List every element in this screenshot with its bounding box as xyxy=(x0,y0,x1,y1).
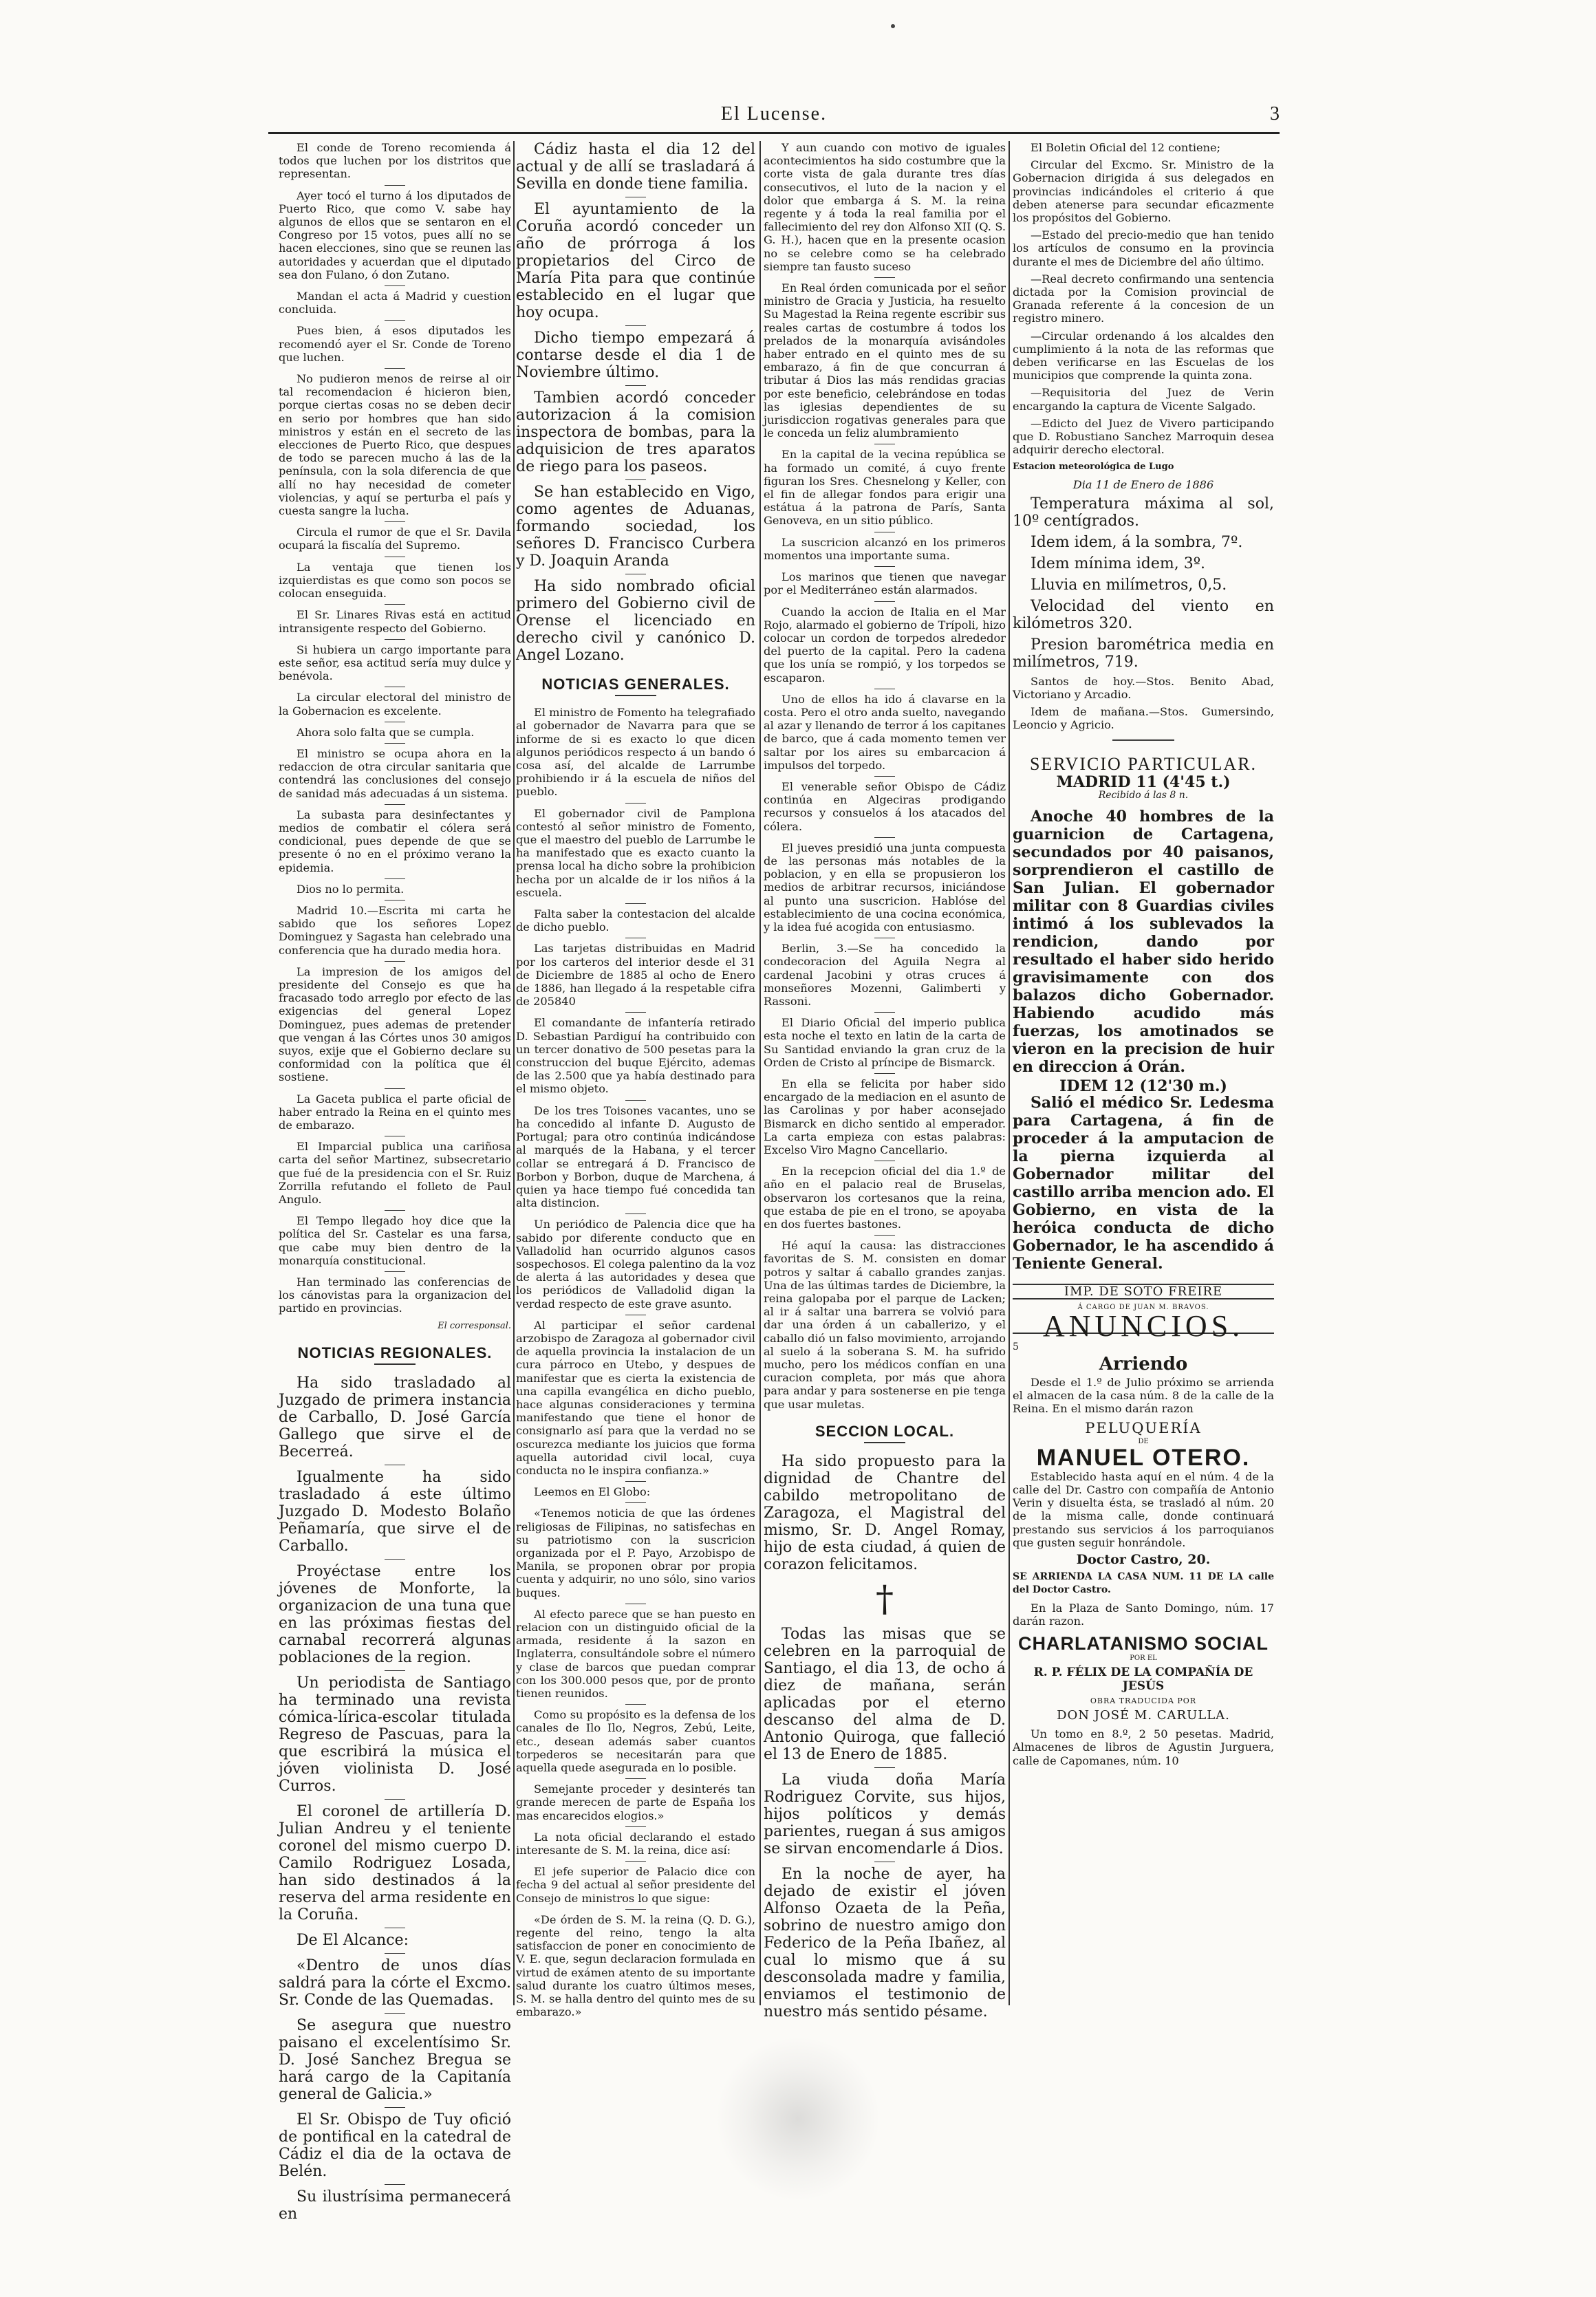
de-label: DE xyxy=(1138,1438,1149,1446)
divider xyxy=(385,1271,405,1272)
paragraph: Dicho tiempo empezará á contarse desde el dia 1 de Noviembre último. xyxy=(516,330,755,381)
arriendo-title: Arriendo xyxy=(1099,1354,1188,1375)
divider xyxy=(874,837,895,838)
divider xyxy=(874,1235,895,1236)
ad-number: 5 xyxy=(1013,1341,1019,1353)
translator-label: DON JOSÉ M. CARULLA. xyxy=(1057,1707,1230,1723)
divider xyxy=(385,1670,405,1671)
paragraph: El Tempo llegado hoy dice que la política del Sr. Castelar es una farsa, que cabe muy bien dentro de la monarquía constitucional. xyxy=(279,1214,511,1267)
obra-label: OBRA TRADUCIDA POR xyxy=(1090,1696,1197,1705)
divider xyxy=(385,2107,405,2108)
divider xyxy=(385,878,405,879)
paragraph: En ella se felicita por haber sido encargado de la mediacion en el asunto de las Carolinas y por haber aconsejado Bismarck en dicho sentido al emperador. La carta empieza con estas palabras: Excelso Viro Magno Cancellario. xyxy=(764,1077,1006,1157)
paragraph: Temperatura máxima al sol, 10º centígrados. xyxy=(1013,495,1274,530)
received-time: Recibido á las 8 n. xyxy=(1098,790,1189,801)
paragraph: La subasta para desinfectantes y medios de combatir el cólera será condicional, pues depende de que se presente ó no en el próximo verano la epidemia. xyxy=(279,808,511,874)
paragraph: Se asegura que nuestro paisano el excelentísimo Sr. D. José Sanchez Bregua se hará cargo de la Capitanía general de Galicia.» xyxy=(279,2017,511,2104)
station-title: Estacion meteorológica de Lugo xyxy=(1013,462,1174,473)
paragraph: Dios no lo permita. xyxy=(296,882,405,896)
cross-icon: † xyxy=(876,1579,894,1621)
se-arrienda-text: En la Plaza de Santo Domingo, núm. 17 darán razon. xyxy=(1013,1601,1274,1628)
telegram-1: Anoche 40 hombres de la guarnicion de Cartagena, secundados por 40 paisanos, sorprendieron el castillo de San Julian. El gobernador militar con 8 Guardias civiles intimó á los sublevados la rendicion, dando por resultado el haber sido herido gravisimamente con dos balazos dicho Gobernador. Habiendo acudido más fuerzas, los amotinados se vieron en la precision de huir en direccion á Orán. xyxy=(1013,808,1274,1077)
paragraph: Los marinos que tienen que navegar por el Mediterráneo están alarmados. xyxy=(764,570,1006,597)
doctor-address: Doctor Castro, 20. xyxy=(1076,1551,1211,1567)
paragraph: Semejante proceder y desinterés tan grande merecen de parte de España los mas encarecidos elogios.» xyxy=(516,1782,755,1822)
servicio-title: SERVICIO PARTICULAR. xyxy=(1029,753,1258,774)
paragraph: El coronel de artillería D. Julian Andreu y el teniente coronel del mismo cuerpo D. Camilo Rodriguez Losada, han sido destinados á la reserva del arma residente en la Coruña. xyxy=(279,1803,511,1924)
divider xyxy=(874,1073,895,1074)
paragraph: Circula el rumor de que el Sr. Davila ocupará la fiscalía del Supremo. xyxy=(279,526,511,552)
column-rule xyxy=(1009,141,1010,2005)
paragraph: Velocidad del viento en kilómetros 320. xyxy=(1013,597,1274,632)
paragraph: Madrid 10.—Escrita mi carta he sabido que los señores Lopez Dominguez y Sagasta han celebrado una conferencia que ha durado media hora. xyxy=(279,903,511,957)
paragraph: —Real decreto confirmando una sentencia dictada por la Comision provincial de Granada referente á la concesion de un registro minero. xyxy=(1013,272,1274,325)
divider xyxy=(385,604,405,605)
paragraph: Al efecto parece que se han puesto en relacion con un distinguido oficial de la armada, residente á la sazon en Inglaterra, consultándole sobre el número y clase de barcos que puedan comprar con los 300.000 pesos que, por de pronto tienen reunidos. xyxy=(516,1607,755,1701)
author-label: R. P. FÉLIX DE LA COMPAÑÍA DE JESÚS xyxy=(1033,1665,1253,1693)
divider xyxy=(874,776,895,777)
paragraph: Leemos en El Globo: xyxy=(534,1485,651,1499)
column-rule xyxy=(513,141,515,2005)
paragraph: La nota oficial declarando el estado interesante de S. M. la reina, dice así: xyxy=(516,1830,755,1857)
paragraph: —Edicto del Juez de Vivero participando que D. Robustiano Sanchez Marroquin desea adquirir derecho electoral. xyxy=(1013,416,1274,457)
divider xyxy=(874,566,895,567)
paragraph: De El Alcance: xyxy=(296,1932,409,1950)
paragraph: La circular electoral del ministro de la Gobernacion es excelente. xyxy=(279,691,511,718)
divider xyxy=(385,639,405,640)
paragraph: —Circular ordenando á los alcaldes den cumplimiento á la nota de las reformas que deben verificarse en las Escuelas de los municipios que comprende la quinta zona. xyxy=(1013,329,1274,382)
paragraph: El Sr. Linares Rivas está en actitud intransigente respecto del Gobierno. xyxy=(279,608,511,635)
divider xyxy=(625,903,646,904)
imprenta-sub: Á CARGO DE JUAN M. BRAVOS. xyxy=(1077,1303,1209,1311)
column-2 xyxy=(516,141,756,2019)
divider xyxy=(385,900,405,901)
otero-title: MANUEL OTERO. xyxy=(1036,1444,1251,1471)
column-3 xyxy=(764,141,1006,2021)
paragraph: Se han establecido en Vigo, como agentes de Aduanas, formando sociedad, los señores D. Francisco Curbera y D. Joaquin Aranda xyxy=(516,484,755,570)
peluqueria-title: PELUQUERÍA xyxy=(1085,1420,1202,1437)
paragraph: El comandante de infantería retirado D. Sebastian Pardiguí ha contribuido con un tercer donativo de 500 pesetas para la construccion del buque Ejército, ademas de las 2.500 que ya había destinado para el mismo objeto. xyxy=(516,1016,755,1096)
divider xyxy=(385,368,405,369)
paragraph: En Real órden comunicada por el señor ministro de Gracia y Justicia, ha resuelto Su Magestad la Reina regente escribir sus reales cartas de costumbre á todos los prelados de la monarquía avisándoles haber entrado en el quinto mes de su embarazo, á fin de que concurran á tributar á Dios las más rendidas gracias por este beneficio, celebrándose en todas las iglesias dependientes de su jurisdiccion rogativas generales para que le conceda un feliz alumbramiento xyxy=(764,281,1006,440)
paragraph: Su ilustrísima permanecerá en xyxy=(279,2188,511,2223)
paragraph: Han terminado las conferencias de los cánovistas para la organizacion del partido en provincias. xyxy=(279,1275,511,1315)
paragraph: Un periodista de Santiago ha terminado una revista cómica-lírica-escolar titulada Regreso de Pascuas, para la que escribirá la música el jóven violinista D. José Curros. xyxy=(279,1674,511,1795)
paragraph: El ayuntamiento de la Coruña acordó conceder un año de prórroga á los propietarios del Circo de María Pita para que continúe establecido en el lugar que hoy ocupa. xyxy=(516,201,755,321)
ink-speck xyxy=(891,24,895,28)
divider xyxy=(385,1953,405,1954)
divider xyxy=(385,185,405,186)
paragraph: El ministro se ocupa ahora en la redaccion de otra circular sanitaria que contendrá las conclusiones del consejo de sanidad más adecuadas á un sistema. xyxy=(279,746,511,800)
divider xyxy=(625,803,646,804)
divider xyxy=(1112,739,1174,741)
otero-text: Establecido hasta aquí en el núm. 4 de la calle del Dr. Castro con compañía de Antonio Verin y disuelta ésta, se trasladó al núm. 20 de la misma calle, donde continuará prestando sus servicios á los parroquianos que gusten seguir honrándole. xyxy=(1013,1469,1274,1549)
divider xyxy=(625,1502,646,1503)
paragraph: Mandan el acta á Madrid y cuestion concluida. xyxy=(279,290,511,316)
paragraph: Santos de hoy.—Stos. Benito Abad, Victoriano y Arcadio. xyxy=(1013,674,1274,702)
imprenta: IMP. DE SOTO FREIRE xyxy=(1013,1284,1274,1300)
divider xyxy=(385,1559,405,1560)
paragraph: «De órden de S. M. la reina (Q. D. G.), regente del reino, tengo la alta satisfaccion de poner en conocimiento de V. E. que, segun declaracion formulada en virtud de exámen atento de su importante salud durante los cuatro últimos meses, S. M. se halla dentro del quinto mes de su embarazo.» xyxy=(516,1912,755,2019)
paragraph: En la capital de la vecina república se ha formado un comité, á cuyo frente figuran los Sres. Chesnelong y Keller, con el fin de allegar fondos para erigir una estátua á la patrona de París, Santa Genoveva, en un sitio público. xyxy=(764,448,1006,528)
paragraph: En la noche de ayer, ha dejado de existir el jóven Alfonso Ozaeta de la Peña, sobrino de nuestro amigo don Federico de la Peña Ibañez, al cual lo mismo que á su desconsolada madre y familia, enviamos el testimonio de nuestro más sentido pésame. xyxy=(764,1866,1006,2021)
paragraph: Ha sido trasladado al Juzgado de primera instancia de Carballo, D. José García Gallego que sirve el de Becerreá. xyxy=(279,1374,511,1461)
paragraph: Todas las misas que se celebren en la parroquial de Santiago, el dia 13, de ocho á diez de mañana, serán aplicadas por el eterno descanso del alma de D. Antonio Quiroga, que falleció el 13 de Enero de 1885. xyxy=(764,1626,1006,1764)
divider xyxy=(385,1088,405,1089)
paragraph: El Sr. Obispo de Tuy ofició de pontifical en la catedral de Cádiz el dia de la octava de Belén. xyxy=(279,2111,511,2181)
masthead: El Lucense. xyxy=(720,103,828,125)
paragraph: Al participar el señor cardenal arzobispo de Zaragoza al gobernador civil de aquella provincia la instalacion de un cura párroco en Utebo, y despues de manifestar que es cierta la existencia de una capilla evangélica en dicho pueblo, hace algunas consideraciones y termina manifestando que tiene el honor de consignarlo así para que la verdad no se oscurezca mediante los juicios que forma aquella autoridad civil local, cuya conducta no le inspira confianza.» xyxy=(516,1318,755,1477)
signature: El corresponsal. xyxy=(438,1320,511,1331)
section-title-regionales: NOTICIAS REGIONALES. xyxy=(279,1346,511,1365)
paragraph: La Gaceta publica el parte oficial de haber entrado la Reina en el quinto mes de embarazo. xyxy=(279,1092,511,1132)
paragraph: Idem mínima idem, 3º. xyxy=(1031,554,1206,572)
paragraph: «Dentro de unos días saldrá para la córte el Excmo. Sr. Conde de las Quemadas. xyxy=(279,1957,511,2009)
paragraph: Berlin, 3.—Se ha concedido la condecoracion del Aguila Negra al cardenal Jacobini y otras cruces á monseñores Mozenni, Galimberti y Rassoni. xyxy=(764,942,1006,1008)
charlatanismo-text: Un tomo en 8.º, 2 50 pesetas. Madrid, Almacenes de libros de Agustin Jurguera, calle de Capomanes, núm. 10 xyxy=(1013,1727,1274,1767)
divider xyxy=(625,1100,646,1101)
section-title-local: SECCION LOCAL. xyxy=(764,1425,1006,1443)
paragraph: —Requisitoria del Juez de Verin encargando la captura de Vicente Salgado. xyxy=(1013,386,1274,413)
paragraph: Hé aquí la causa: las distracciones favoritas de S. M. consisten en domar potros y saltar á caballo grandes zanjas. Una de las últimas tardes de Diciembre, la reina galopaba por el parque de Lacken; al ir á saltar una barrera se volvió para dar una órden á un caballerizo, y el caballo dió un falso movimiento, arrojando al suelo á la soberana S. M. ha sufrido mucho, pero los médicos confían en una curacion completa, por más que ahora para andar y para sostenerse en pie tenga que usar muletas. xyxy=(764,1239,1006,1411)
divider xyxy=(385,1799,405,1800)
divider xyxy=(385,2184,405,2185)
paragraph: El Boletin Oficial del 12 contiene; xyxy=(1031,141,1221,154)
column-4 xyxy=(1013,141,1274,2005)
divider xyxy=(625,1909,646,1910)
paragraph: La viuda doña María Rodriguez Corvite, sus hijos, hijos políticos y demás parientes, ruegan á sus amigos se sirvan encomendarle á Dios. xyxy=(764,1771,1006,1858)
paragraph: Idem idem, á la sombra, 7º. xyxy=(1031,533,1243,551)
paragraph: Y aun cuando con motivo de iguales acontecimientos ha sido costumbre que la corte vista de gala durante tres días consecutivos, el luto de la nacion y el dolor que embarga á S. M. la reina regente y á toda la real familia por el fallecimiento del rey don Alfonso XII (Q. S. G. H.), hacen que en la presente ocasion no se celebre como se ha celebrado siempre tan fausto suceso xyxy=(764,141,1006,273)
paragraph: El jefe superior de Palacio dice con fecha 9 del actual al señor presidente del Consejo de ministros lo que sigue: xyxy=(516,1865,755,1905)
page-header xyxy=(268,103,1280,134)
paragraph: Como su propósito es la defensa de los canales de Ilo Ilo, Negros, Zebú, Leite, etc., desean además saber cuantos torpederos se necesitarán para que aquella quede asegurada en lo posible. xyxy=(516,1708,755,1775)
paragraph: Proyéctase entre los jóvenes de Monforte, la organizacion de una tuna que en las próximas fiestas del carnabal recorrerá algunas poblaciones de la region. xyxy=(279,1563,511,1667)
divider xyxy=(874,1767,895,1768)
paragraph: Pues bien, á esos diputados les recomendó ayer el Sr. Conde de Toreno que luchen. xyxy=(279,324,511,364)
divider xyxy=(385,961,405,962)
paragraph: El gobernador civil de Pamplona contestó al señor ministro de Fomento, que el maestro del pueblo de Larrumbe le ha manifestado que es exacto cuanto la prensa local ha dicho sobre la prohibicion hecha por un alcalde de ir los niños á la escuela. xyxy=(516,806,755,899)
divider xyxy=(625,385,646,386)
page-number: 3 xyxy=(1270,103,1280,125)
paragraph: La suscricion alcanzó en los primeros momentos una importante suma. xyxy=(764,535,1006,562)
paragraph: Ha sido nombrado oficial primero del Gobierno civil de Orense el licenciado en derecho civil y canónico D. Angel Lozano. xyxy=(516,578,755,664)
arriendo-text: Desde el 1.º de Julio próximo se arrienda el almacen de la casa núm. 8 de la calle de la Reina. En el mismo darán razon xyxy=(1013,1375,1274,1415)
column-1 xyxy=(279,141,511,2223)
paragraph: Uno de ellos ha ido á clavarse en la costa. Pero el otro anda suelto, navegando al azar y llenando de terror á los capitanes de barco, que á cada momento temen ver saltar por los aires su embarcacion á impulsos del torpedo. xyxy=(764,692,1006,772)
station-date: Dia 11 de Enero de 1886 xyxy=(1072,477,1214,491)
telegram-heading-1: MADRID 11 (4'45 t.) xyxy=(1056,773,1231,791)
divider xyxy=(625,479,646,480)
paper-smudge xyxy=(715,2036,881,2201)
divider xyxy=(385,1210,405,1211)
paragraph: Igualmente ha sido trasladado á este último Juzgado D. Modesto Bolaño Peñamaría, que sirve el de Carballo. xyxy=(279,1469,511,1555)
paragraph: Lluvia en milímetros, 0,5. xyxy=(1031,576,1227,594)
paragraph: —Estado del precio-medio que han tenido los artículos de consumo en la provincia durante el mes de Diciembre del año último. xyxy=(1013,228,1274,268)
paragraph: El Imparcial publica una cariñosa carta del señor Martinez, subsecretario que fué de la presidencia con el Sr. Ruiz Zorrilla refutando el folleto de Paul Angulo. xyxy=(279,1140,511,1207)
paragraph: Un periódico de Palencia dice que ha sabido por diferente conducto que en Valladolid han ocurrido algunos casos sospechosos. El colega palentino da la voz de alerta á las autoridades y desea que los periódicos de Valladolid digan la verdad respecto de este grave asunto. xyxy=(516,1218,755,1311)
paragraph: De los tres Toisones vacantes, uno se ha concedido al infante D. Augusto de Portugal; para otro continúa indicándose al marqués de la Habana, y el tercer collar se entregará á D. Francisco de Borbon y Borbon, duque de Marchena, á quien ya hace tiempo fué concedida tan alta distincion. xyxy=(516,1103,755,1210)
divider xyxy=(625,1704,646,1705)
divider xyxy=(625,1778,646,1779)
divider xyxy=(625,1012,646,1013)
paragraph: «Tenemos noticia de que las órdenes religiosas de Filipinas, no satisfechas en su patriotismo con la suscricion organizada por el P. Payo, Arzobispo de Manila, se proponen obrar por propia cuenta y adquirir, no uno sólo, sino varios buques. xyxy=(516,1507,755,1599)
paragraph: Falta saber la contestacion del alcalde de dicho pueblo. xyxy=(516,907,755,934)
divider xyxy=(874,601,895,602)
paragraph: Ayer tocó el turno á los diputados de Puerto Rico, que como V. sabe hay algunos de ellos que se sentaron en el Congreso por 15 votos, pues allí no se hacen elecciones, sino que se reunen las autoridades y acuerdan que el diputado sea don Fulano, ó don Zutano. xyxy=(279,188,511,281)
paragraph: Circular del Excmo. Sr. Ministro de la Gobernacion dirigida á sus delegados en provincias indicándoles el criterio á que deben atenerse para secundar eficazmente los propósitos del Gobierno. xyxy=(1013,158,1274,225)
paragraph: Presion barométrica media en milímetros, 719. xyxy=(1013,636,1274,671)
paragraph: No pudieron menos de reirse al oir tal recomendacion é hicieron bien, porque ciertas cosas no se deben decir en serio por hombres que han sido ministros y están en el secreto de las elecciones de Puerto Rico, que despues de todo se parecen mucho á las de la península, con la sola diferencia de que allí no hay necesidad de cometer violencias, y aquí se perturba el país y cuesta sangre la lucha. xyxy=(279,372,511,518)
divider xyxy=(385,2013,405,2014)
paragraph: Ha sido propuesto para la dignidad de Chantre del cabildo metropolitano de Zaragoza, el Magistral del mismo, Sr. D. Angel Romay, hijo de esta ciudad, á quien de corazon felicitamos. xyxy=(764,1453,1006,1574)
divider xyxy=(625,325,646,326)
divider xyxy=(385,521,405,522)
divider xyxy=(385,804,405,805)
se-arrienda: SE ARRIENDA LA CASA NUM. 11 DE LA calle del Doctor Castro. xyxy=(1013,1571,1274,1596)
paragraph: Ahora solo falta que se cumpla. xyxy=(296,725,475,739)
telegram-heading-2: IDEM 12 (12'30 m.) xyxy=(1059,1077,1227,1096)
divider xyxy=(874,1012,895,1013)
paragraph: Si hubiera un cargo importante para este señor, esa actitud sería muy dulce y benévola. xyxy=(279,643,511,683)
paragraph: Cuando la accion de Italia en el Mar Rojo, alarmado el gobierno de Trípoli, hizo colocar un cordon de torpedos alrededor del puerto de la capital. Pero la cadena que los unía se rompió, y los torpedos se escaparon. xyxy=(764,605,1006,684)
paragraph: La ventaja que tienen los izquierdistas es que como son pocos se colocan enseguida. xyxy=(279,560,511,601)
divider xyxy=(385,285,405,286)
por-label: POR EL xyxy=(1130,1654,1157,1663)
divider xyxy=(625,1481,646,1482)
paragraph: Idem de mañana.—Stos. Gumersindo, Leoncio y Agricio. xyxy=(1013,705,1274,732)
divider xyxy=(385,743,405,744)
column-rule xyxy=(759,141,761,2005)
divider xyxy=(625,1861,646,1862)
paragraph: La impresion de los amigos del presidente del Consejo es que ha fracasado todo arreglo por efecto de las exigencias del general Lopez Dominguez, pues ademas de pretender que vengan á las Córtes unos 30 amigos suyos, exije que el Gobierno declare su conformidad con la política que él sostiene. xyxy=(279,964,511,1084)
paragraph: El conde de Toreno recomienda á todos que luchen por los distritos que representan. xyxy=(279,141,511,181)
charlatanismo-title: CHARLATANISMO SOCIAL xyxy=(1018,1632,1269,1654)
paragraph: Cádiz hasta el dia 12 del actual y de allí se trasladará á Sevilla en donde tiene familia. xyxy=(516,141,755,193)
divider xyxy=(385,320,405,321)
paragraph: Las tarjetas distribuidas en Madrid por los carteros del interior desde el 31 de Diciembre de 1885 al ocho de Enero de 1886, han llegado á la respetable cifra de 205840 xyxy=(516,942,755,1009)
paragraph: En la recepcion oficial del dia 1.º de año en el palacio real de Bruselas, observaron los cortesanos que la reina, que estaba de pie en el trono, se apoyaba en dos fuertes bastones. xyxy=(764,1165,1006,1231)
divider xyxy=(625,1826,646,1827)
anuncios-title: ANUNCIOS. xyxy=(1013,1319,1274,1334)
paragraph: Tambien acordó conceder autorizacion á la comision inspectora de bombas, para la adquisicion de tres aparatos de riego para los paseos. xyxy=(516,389,755,475)
paragraph: El venerable señor Obispo de Cádiz continúa en Algeciras prodigando recursos y consuelos á los atacados del cólera. xyxy=(764,779,1006,833)
telegram-2: Salió el médico Sr. Ledesma para Cartagena, á fin de proceder á la amputacion de la pierna izquierda al Gobernador militar del castillo arriba mencion ado. El Gobierno, en vista de la heróica conducta de dicho Gobernador, le ha ascendido á Teniente General. xyxy=(1013,1093,1274,1273)
paragraph: El jueves presidió una junta compuesta de las personas más notables de la poblacion, y en ella se propusieron los medios de arbitrar recursos, iniciándose al punto una suscricion. Hablóse del establecimiento de una cocina económica, y la idea fué acogida con entusiasmo. xyxy=(764,841,1006,934)
section-title-generales: NOTICIAS GENERALES. xyxy=(516,678,755,696)
paragraph: El ministro de Fomento ha telegrafiado al gobernador de Navarra para que se informe de si es exacto lo que dicen algunos periódicos respecto á un bando ó cosa así, del alcalde de Larrumbe prohibiendo ir á la escuela de niños del pueblo. xyxy=(516,706,756,799)
divider xyxy=(874,277,895,278)
paragraph: El Diario Oficial del imperio publica esta noche el texto en latin de la carta de Su Santidad enviando la gran cruz de la Orden de Cristo al príncipe de Bismarck. xyxy=(764,1016,1006,1069)
